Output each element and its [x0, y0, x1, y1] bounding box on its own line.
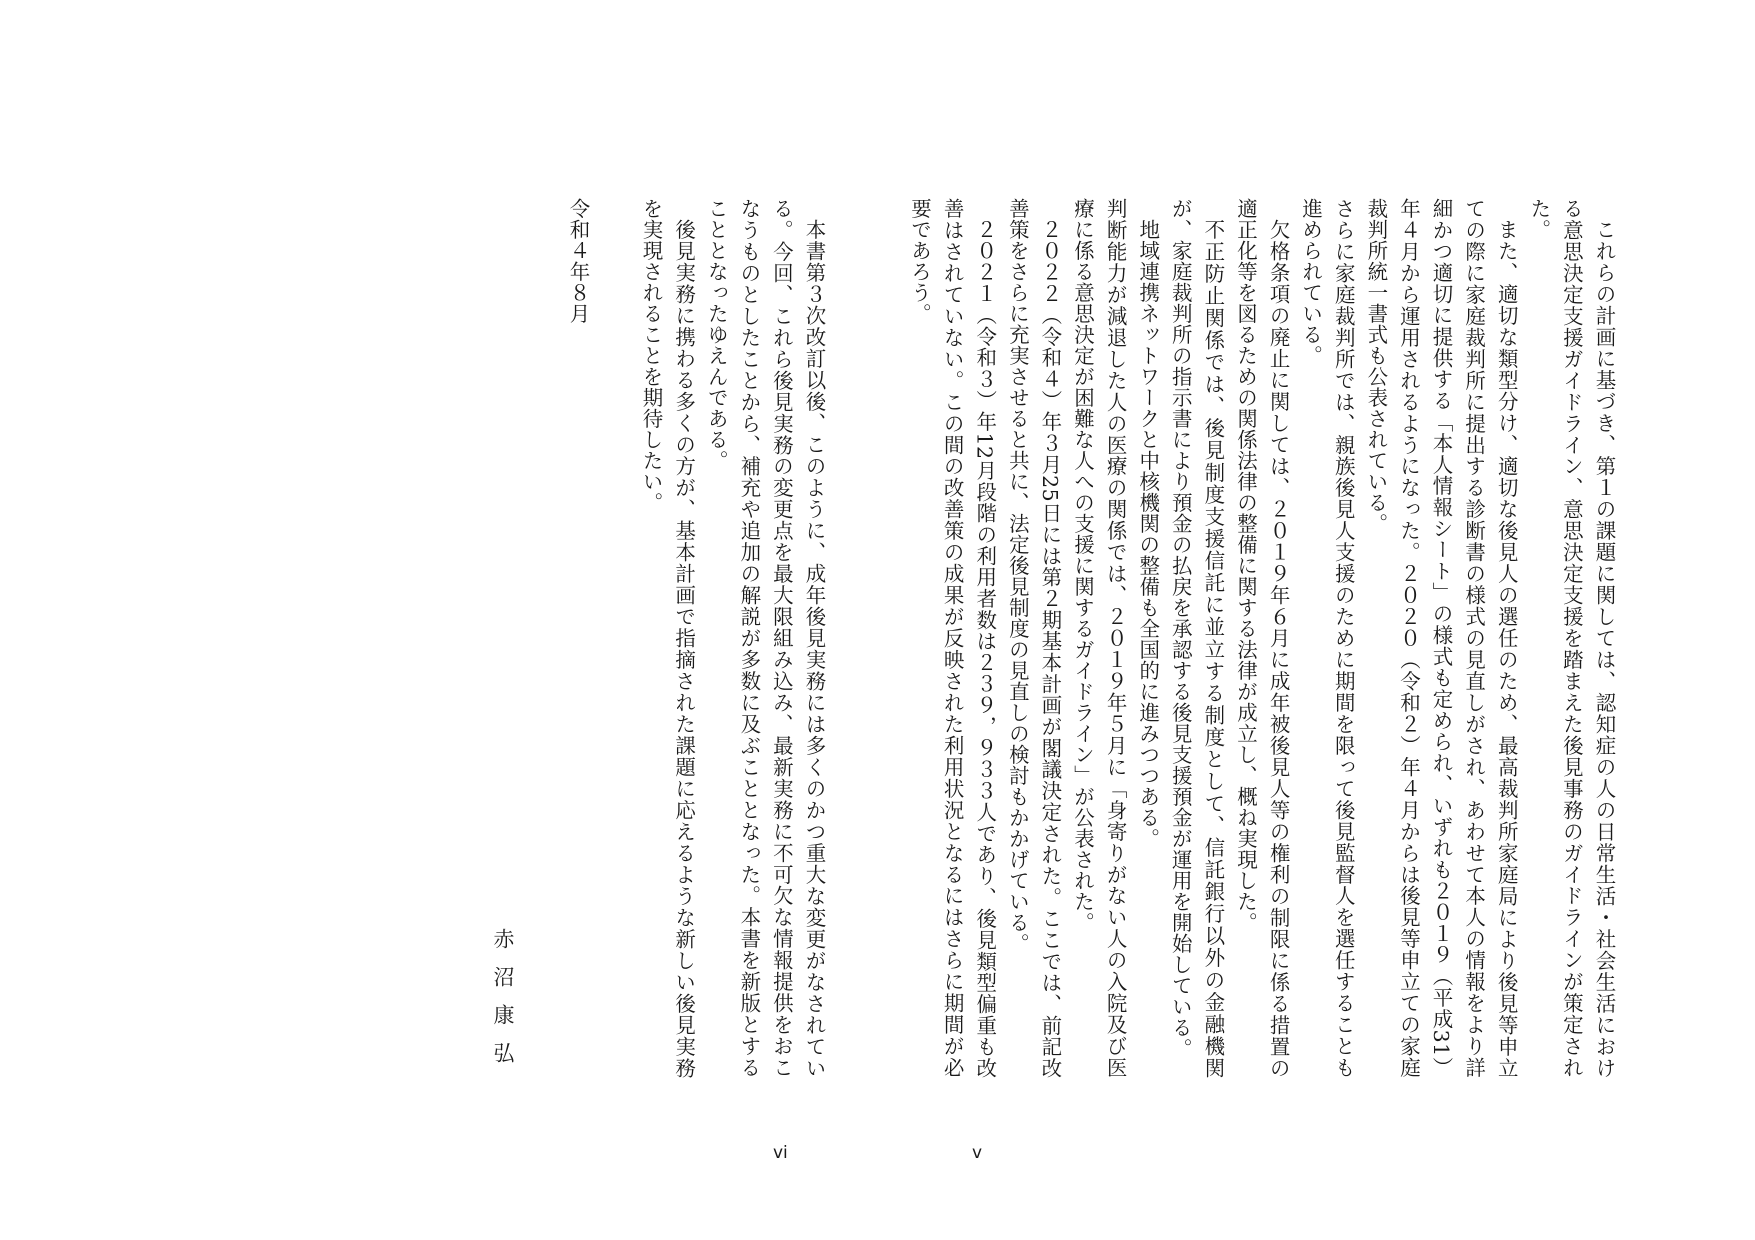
- paragraph: これらの計画に基づき、第１の課題に関しては、認知症の人の日常生活・社会生活における意思決定支援ガイドライン、意思決定支援を踏まえた後見事務のガイドラインが策定された。: [1526, 198, 1616, 1078]
- right-page-body: [903, 198, 1620, 1078]
- page-number-right: v: [972, 1143, 983, 1163]
- paragraph: 判断能力が減退した人の医療の関係では、２０１９年５月に「身寄りがない人の入院及び医療に係る意思決定が困難な人への支援に関するガイドライン」が公表された。: [1070, 198, 1128, 1078]
- page-number-left: vi: [773, 1143, 788, 1163]
- paragraph: 地域連携ネットワークと中核機関の整備も全国的に進みつつある。: [1135, 218, 1160, 849]
- left-page-body: [634, 198, 830, 1078]
- author-signature: 赤沼康弘: [491, 928, 515, 1080]
- paragraph: また、適切な類型分け、適切な後見人の選任のため、最高裁判所家庭局により後見等申立ての際に家庭裁判所に提出する診断書の様式の見直しがされ、あわせて本人の情報をより詳細かつ適切に提供する「本人情報シート」の様式も定められ、いずれも２０１９（平成31）年４月から運用されるようになった。２０２０（令和２）年４月からは後見等申立ての家庭裁判所統一書式も公表されている。: [1363, 198, 1519, 1078]
- paragraph: ２０２１（令和３）年12月段階の利用者数は２３９，９３３人であり、後見類型偏重も改善はされていない。この間の改善策の成果が反映された利用状況となるにはさらに期間が必要であろう。: [907, 198, 997, 1078]
- right-page: [907, 0, 1620, 1240]
- paragraph: さらに家庭裁判所では、親族後見人支援のために期間を限って後見監督人を選任することも進められている。: [1298, 198, 1356, 1078]
- paragraph: 不正防止関係では、後見制度支援信託に並立する制度として、信託銀行以外の金融機関が、家庭裁判所の指示書により預金の払戻を承認する後見支援預金が運用を開始している。: [1168, 198, 1225, 1079]
- date-line: 令和４年８月: [566, 198, 590, 324]
- paragraph: 欠格条項の廃止に関しては、２０１９年６月に成年被後見人等の権利の制限に係る措置の適正化等を図るための関係法律の整備に関する法律が成立し、概ね実現した。: [1233, 198, 1291, 1078]
- paragraph: 後見実務に携わる多くの方が、基本計画で指摘された課題に応えるような新しい後見実務を実現されることを期待したい。: [639, 198, 696, 1078]
- left-page: [540, 0, 830, 1240]
- paragraph: ２０２２（令和４）年３月25日には第２期基本計画が閣議決定された。ここでは、前記改善策をさらに充実させると共に、法定後見制度の見直しの検討もかかげている。: [1005, 198, 1062, 1078]
- paragraph: 本書第３次改訂以後、このように、成年後見実務には多くのかつ重大な変更がなされている。今回、これら後見実務の変更点を最大限組み込み、最新実務に不可欠な情報提供をおこなうものとしたことから、補充や追加の解説が多数に及ぶこととなった。本書を新版とすることとなったゆえんである。: [704, 198, 826, 1078]
